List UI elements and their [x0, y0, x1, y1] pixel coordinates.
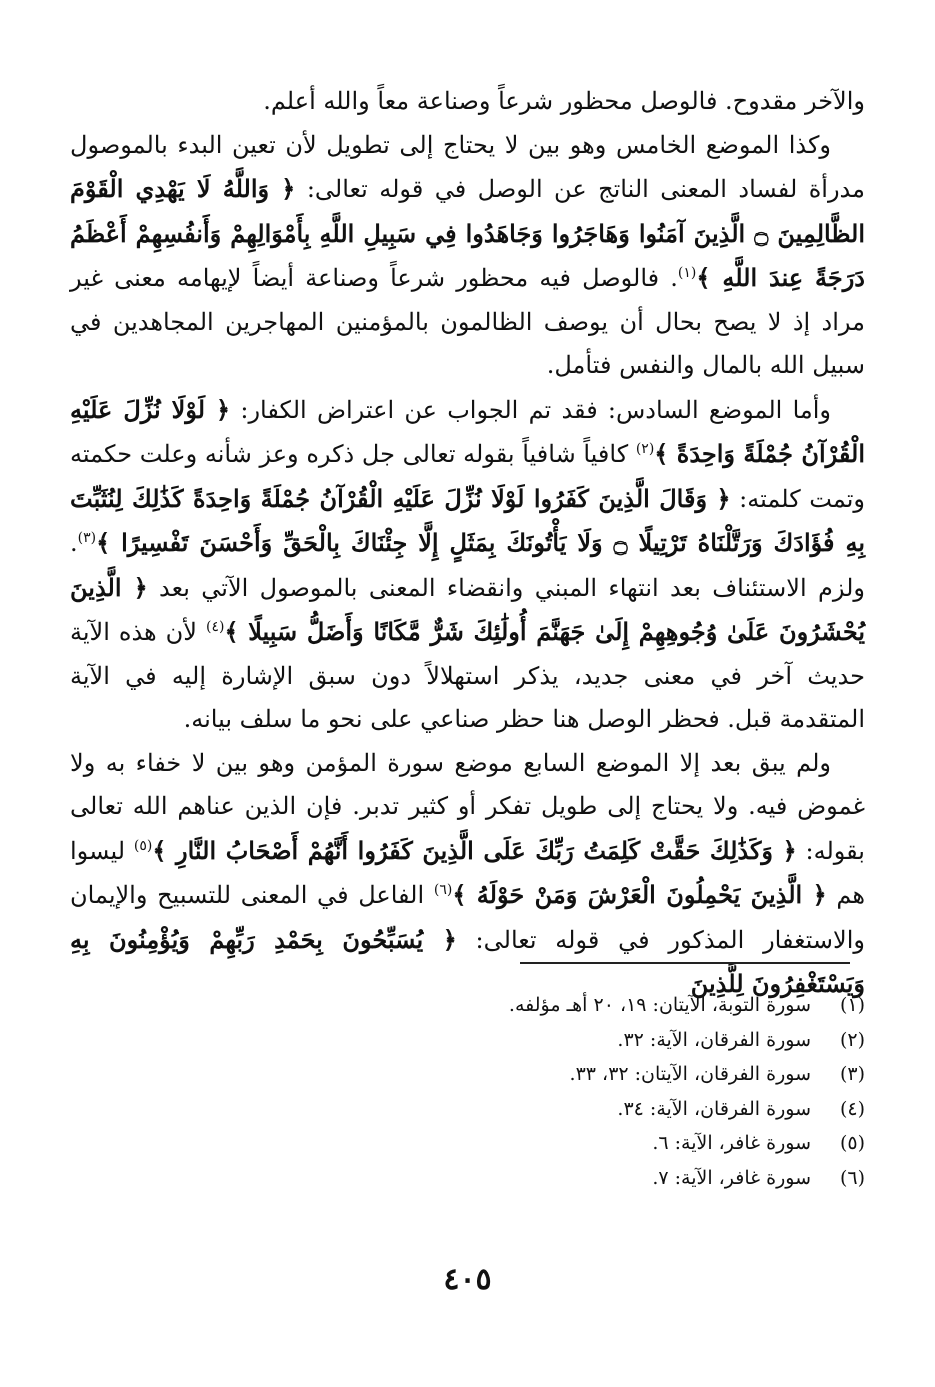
quran-quote: ﴿ الَّذِينَ يُحْشَرُونَ عَلَىٰ وُجُوهِهِمْ إِلَىٰ جَهَنَّمَ أُولَٰئِكَ شَرٌّ مَّكَانًا وَأَضَلُّ سَبِيلًا ﴾ [70, 572, 865, 646]
paragraph-1-text: والآخر مقدوح. فالوصل محظور شرعاً وصناعة معاً والله أعلم. [263, 87, 865, 115]
footnote-number: (٢) [839, 1028, 865, 1051]
footnote-item [70, 1161, 865, 1196]
footnote-ref: (٦) [433, 882, 453, 898]
footnote-text: سورة الفرقان، الآيتان: ٣٢، ٣٣. [569, 1063, 811, 1085]
footnote-item [70, 1126, 865, 1161]
paragraph-3-text-c: . ولزم الاستئناف بعد انتهاء المبني وانقضاء المعنى بالموصول الآتي بعد [70, 529, 865, 602]
paragraph-3-text-a: وأما الموضع السادس: فقد تم الجواب عن اعتراض الكفار: [230, 395, 831, 424]
paragraph-3-text-b: كافياً شافياً بقوله تعالى جل ذكره وعز شأنه وعلت حكمته وتمت كلمته: [70, 440, 865, 513]
footnote-text: سورة غافر، الآية: ٦. [652, 1132, 811, 1154]
main-text [70, 80, 865, 1007]
quran-quote: ﴿ يُسَبِّحُونَ بِحَمْدِ رَبِّهِمْ وَيُؤْمِنُونَ بِهِ وَيَسْتَغْفِرُونَ لِلَّذِينَ [70, 924, 865, 998]
footnote-number: (٣) [839, 1063, 865, 1085]
quran-quote: ﴿ وَاللَّهُ لَا يَهْدِي الْقَوْمَ الظَّالِمِينَ ۝ الَّذِينَ آمَنُوا وَهَاجَرُوا وَجَاهَدُوا فِي سَبِيلِ اللَّهِ بِأَمْوَالِهِمْ وَأَنفُسِهِمْ أَعْظَمُ دَرَجَةً عِندَ اللَّهِ ﴾ [70, 174, 866, 292]
footnote-item [70, 1092, 865, 1127]
page-number: ٤٠٥ [443, 1262, 492, 1297]
paragraph-2 [70, 124, 865, 388]
footnote-number: (٥) [839, 1132, 865, 1154]
paragraph-4-text-a: ولم يبق بعد إلا الموضع السابع موضع سورة المؤمن وهو بين لا خفاء به ولا غموض فيه. ولا يحتاج إلى طويل تفكر أو كثير تدبر. فإن الذين عناهم الله تعالى بقوله: [70, 748, 865, 865]
paragraph-2-text-a: وكذا الموضع الخامس وهو بين لا يحتاج إلى تطويل لأن تعين البدء بالموصول مدرأة لفساد المعنى الناتج عن الوصل في قوله تعالى: [70, 130, 865, 203]
footnotes [70, 988, 865, 1195]
footnote-text: سورة الفرقان، الآية: ٣٤. [617, 1097, 811, 1120]
paragraph-4-text-c: الفاعل في المعنى للتسبيح والإيمان والاستغفار المذكور في قوله تعالى: [70, 881, 865, 954]
paragraph-3 [70, 388, 865, 742]
footnote-text: سورة الفرقان، الآية: ٣٢. [617, 1028, 811, 1051]
footnote-item [70, 988, 865, 1023]
footnote-ref: (٢) [635, 441, 655, 457]
footnote-item [70, 1057, 865, 1092]
footnote-ref: (٤) [205, 619, 225, 635]
paragraph-2-text-b: . فالوصل فيه محظور شرعاً وصناعة أيضاً لإيهامه معنى غير مراد إذ لا يصح بحال أن يوصف الظالمون بالمؤمنين المهاجرين المجاهدين في سبيل الله بالمال والنفس فتأمل. [70, 264, 865, 379]
footnote-separator [520, 962, 850, 964]
footnote-ref: (١) [677, 265, 697, 281]
quran-quote: ﴿ لَوْلَا نُزِّلَ عَلَيْهِ الْقُرْآنُ جُمْلَةً وَاحِدَةً ﴾ [70, 394, 865, 468]
footnote-number: (٦) [839, 1166, 865, 1189]
paragraph-4 [70, 742, 865, 1007]
quran-quote: ﴿ وَكَذَٰلِكَ حَقَّتْ كَلِمَتُ رَبِّكَ عَلَى الَّذِينَ كَفَرُوا أَنَّهُمْ أَصْحَابُ النَّارِ ﴾ [152, 835, 797, 865]
footnote-text: سورة غافر، الآية: ٧. [652, 1166, 811, 1189]
paragraph-1 [70, 80, 865, 124]
footnote-ref: (٥) [133, 837, 153, 854]
footnote-ref: (٣) [77, 530, 97, 546]
footnote-number: (٤) [839, 1097, 865, 1120]
quran-quote: ﴿ الَّذِينَ يَحْمِلُونَ الْعَرْشَ وَمَنْ حَوْلَهُ ﴾ [452, 880, 827, 909]
quran-quote: ﴿ وَقَالَ الَّذِينَ كَفَرُوا لَوْلَا نُزِّلَ عَلَيْهِ الْقُرْآنُ جُمْلَةً وَاحِدَةً كَذَٰلِكَ لِنُثَبِّتَ بِهِ فُؤَادَكَ وَرَتَّلْنَاهُ تَرْتِيلًا ۝ وَلَا يَأْتُونَكَ بِمَثَلٍ إِلَّا جِئْنَاكَ بِالْحَقِّ وَأَحْسَنَ تَفْسِيرًا ﴾ [70, 483, 865, 557]
footnote-text: سورة التوبة، الآيتان: ١٩، ٢٠ أهـ مؤلفه. [508, 994, 811, 1016]
footnote-number: (١) [839, 994, 865, 1016]
paragraph-4-text-b: ليسوا هم [70, 836, 866, 909]
footnote-item [70, 1023, 865, 1058]
paragraph-3-text-d: لأن هذه الآية حديث آخر في معنى جديد، يذكر استهلالاً دون سبق الإشارة إليه في الآية المتقدمة قبل. فحظر الوصل هنا حظر صناعي على نحو ما سلف بيانه. [70, 618, 865, 733]
